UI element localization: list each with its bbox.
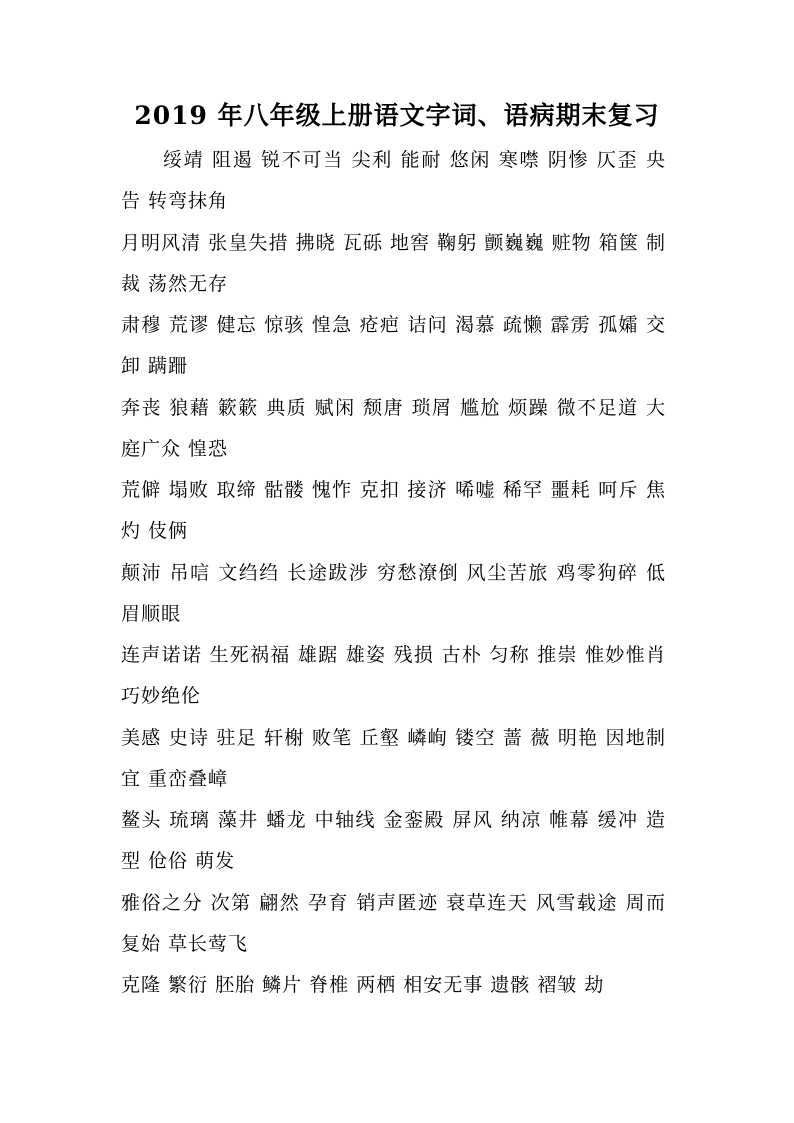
vocabulary-list	[121, 140, 666, 1006]
vocabulary-paragraph: 奔丧 狼藉 簌簌 典质 赋闲 颓唐 琐屑 尴尬 烦躁 微不足道 大庭广众 惶恐	[121, 396, 666, 460]
vocabulary-paragraph: 肃穆 荒谬 健忘 惊骇 惶急 疮疤 诘问 渴慕 疏懒 霹雳 孤孀 交卸 蹒跚	[121, 314, 666, 378]
document-title: 2019 年八年级上册语文字词、语病期末复习	[134, 101, 660, 130]
vocabulary-paragraph: 月明风清 张皇失措 拂晓 瓦砾 地窖 鞠躬 颤巍巍 赃物 箱箧 制裁 荡然无存	[121, 231, 666, 295]
vocabulary-paragraph: 克隆 繁衍 胚胎 鳞片 脊椎 两栖 相安无事 遗骸 褶皱 劫	[121, 974, 605, 996]
vocabulary-paragraph: 绥靖 阻遏 锐不可当 尖利 能耐 悠闲 寒噤 阴惨 仄歪 央告 转弯抹角	[121, 149, 666, 213]
vocabulary-paragraph: 美感 史诗 驻足 轩榭 败笔 丘壑 嶙峋 镂空 蔷 薇 明艳 因地制宜 重峦叠嶂	[121, 726, 666, 790]
vocabulary-paragraph: 雅俗之分 次第 翩然 孕育 销声匿迹 衰草连天 风雪载途 周而复始 草长莺飞	[121, 891, 666, 955]
vocabulary-paragraph: 连声诺诺 生死祸福 雄踞 雄姿 残损 古朴 匀称 推崇 惟妙惟肖 巧妙绝伦	[121, 644, 666, 708]
vocabulary-paragraph: 颠沛 吊唁 文绉绉 长途跋涉 穷愁潦倒 风尘苦旅 鸡零狗碎 低眉顺眼	[121, 561, 666, 625]
vocabulary-paragraph: 荒僻 塌败 取缔 骷髅 愧怍 克扣 接济 唏嘘 稀罕 噩耗 呵斥 焦灼 伎俩	[121, 479, 666, 543]
vocabulary-paragraph: 鳌头 琉璃 藻井 蟠龙 中轴线 金銮殿 屏风 纳凉 帷幕 缓冲 造型 伧俗 萌发	[121, 809, 666, 873]
